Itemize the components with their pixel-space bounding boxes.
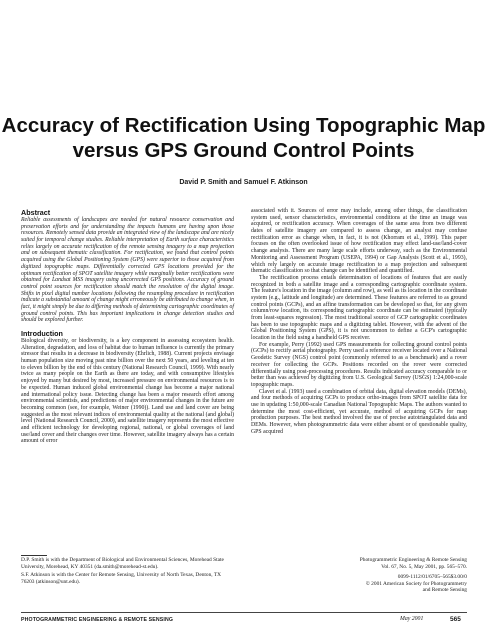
body-paragraph-continued: associated with it. Sources of error may include, among other things, the classification system used, sensor characteristics, environmental conditions at the time an image was acquired, or rectification accuracy. When coverages of the same area from two different dates of satellite imagery are compared to assess change, an analyst may confuse rectification error as change when, in fact, it is not (Khorram et al., 1999). This paper focuses on the often overlooked issue of how rectification may effect land-use/land-cover change analysis. There are many large scale efforts underway, such as the Environmental Monitoring and Assessment Program (USEPA, 1994) or Gap Analysis (Scott et al., 1993), which rely largely on accurate image rectification to a map projection and subsequent thematic classification so that change can be identified and quantified.: [251, 208, 467, 275]
author-line: David P. Smith and Samuel F. Atkinson: [179, 179, 308, 186]
footnote-smith: D.P. Smith is with the Department of Biological and Environmental Sciences, Morehead State University, Morehead, KY 40351 (da.smith@morehead-st.edu).: [21, 557, 224, 570]
introduction-heading: Introduction: [21, 329, 63, 338]
issue-date: May 2001: [400, 616, 424, 622]
article-title: [0, 113, 487, 163]
abstract-text: Reliable assessments of landscapes are needed for natural resource conservation and preservation efforts and for understanding the impacts humans are having upon those resources. Remotely sensed data provide an integrated view of the landscape and are nicely suited for temporal change studies. Reliable interpretation of Earth surface characteristics relies largely on accurate rectification of the remote sensing imagery to a map projection and on subsequent thematic classification. For rectification, we found that control points acquired using the Global Positioning System (GPS) were superior to those acquired from digitized topographic maps. Differentially corrected GPS locations provided for the optimum rectification of SPOT satellite imagery while marginally better rectifications were obtained for Landsat MSS imagery using uncorrected GPS positions. Accuracy of ground control point sources for rectification should match the resolution of the digital image. Shifts in pixel digital number locations following the resampling procedure in rectification indicate a substantial amount of change might erroneously be attributed to change when, in fact, it might simply be due to differing methods of determining cartographic coordinates of ground control points. This has important implications in change detection studies and should be explored further.: [21, 217, 234, 324]
title-line-2: versus GPS Ground Control Points: [72, 139, 415, 162]
author-footnotes: [21, 557, 234, 587]
page-number: 565: [450, 616, 461, 623]
running-footer-journal: PHOTOGRAMMETRIC ENGINEERING & REMOTE SENSING: [21, 617, 174, 623]
right-column: [251, 208, 467, 435]
footer-rule: [21, 612, 467, 613]
publication-info: [251, 557, 467, 594]
title-line-1: Accuracy of Rectification Using Topographic Map: [1, 114, 486, 137]
copyright-line: © 2001 American Society for Photogrammetry: [365, 580, 467, 587]
body-paragraph-4: Clavet et al. (1993) used a combination of orbital data, digital elevation models (DEMs), and four methods of acquiring GCPs to produce ortho-images from SPOT satellite data for use in updating 1:50,000-scale Canadian National Topographic Maps. The authors wanted to determine the most cost-efficient, yet accurate, method of acquiring GCPs for map production purposes. The best method involved the use of precise autotriangulated data and DEMs. However, when photogrammetric data were either absent or of questionable quality, GPS acquired: [251, 388, 467, 435]
issn-code: 0099-1112/01/6705–565$3.00/0: [397, 574, 467, 581]
abstract-heading: Abstract: [21, 208, 51, 217]
volume-info: Vol. 67, No. 5, May 2001, pp. 565–570.: [381, 563, 467, 570]
footnote-atkinson: S.F. Atkinson is with the Center for Remote Sensing, University of North Texas, Denton, TX 76203 (atkinson@unt.edu).: [21, 572, 222, 585]
copyright-line-2: and Remote Sensing: [422, 587, 467, 594]
left-column: [21, 208, 234, 445]
footnote-rule: [21, 555, 47, 556]
introduction-paragraph-1: Biological diversity, or biodiversity, is a key component in assessing ecosystem health. Alteration, degradation, and loss of habitat due to human influence is currently the primary stressor that results in a decrease in biodiversity (Ehrlich, 1988). Current projects envisage human population size moving past nine billion over the next 50 years, and leveling at ten to eleven billion by the end of this century (National Research Council, 1999). With nearly twice as many people on the Earth as there are today, and with consumptive lifestyles enjoyed by many but desired by most, increased pressure on environmental resources is to be expected. Human induced global environmental change has become a major national and international policy issue. Detecting change has been a major research effort among environmental scientists, and predictions of major environmental changes in the future are becoming common (see, for example, Weiner (1990)). Land use and land cover are being suggested as the most relevant indices of environmental quality at the national (and global) level (National Research Council, 2000), and satellite imagery represents the most effective and efficient technology for developing regional, national, or global coverages of land use/land cover and their changes over time. However, satellite imagery always has a certain amount of error: [21, 338, 234, 445]
body-paragraph-3: For example, Perry (1992) used GPS measurements for collecting ground control points (GCPs) to rectify aerial photography. Perry used a reference receiver located over a National Geodetic Survey (NGS) control point (commonly referred to as a benchmark) and a rover receiver for collecting the GCPs. Positions recorded on the rover were corrected differentially using post-processing procedures. Results indicated accuracy comparable to or better than was achieved by digitizing from U.S. Geological Survey (USGS) 1:24,000-scale topographic maps.: [251, 341, 467, 388]
journal-name: Photogrammetric Engineering & Remote Sensing: [359, 557, 467, 563]
body-paragraph-2: The rectification process entails determination of locations of features that are easily recognized in both a satellite image and a corresponding cartographic coordinate system. The feature's location in the image (column and row), as well as its location in the coordinate system (e.g., latitude and longitude) are determined. These features are referred to as ground control points (GCPs), and an affine transformation can be developed so that, for any given column/row location, its corresponding cartographic coordinate can be estimated (typically from least-squares regression). The most traditional source of GCP cartographic coordinates has been to use topographic maps and a digitizing tablet. However, with the advent of the Global Positioning System (GPS), it is not uncommon to define a GCP's cartographic location in the field using a handheld GPS receiver.: [251, 274, 467, 342]
